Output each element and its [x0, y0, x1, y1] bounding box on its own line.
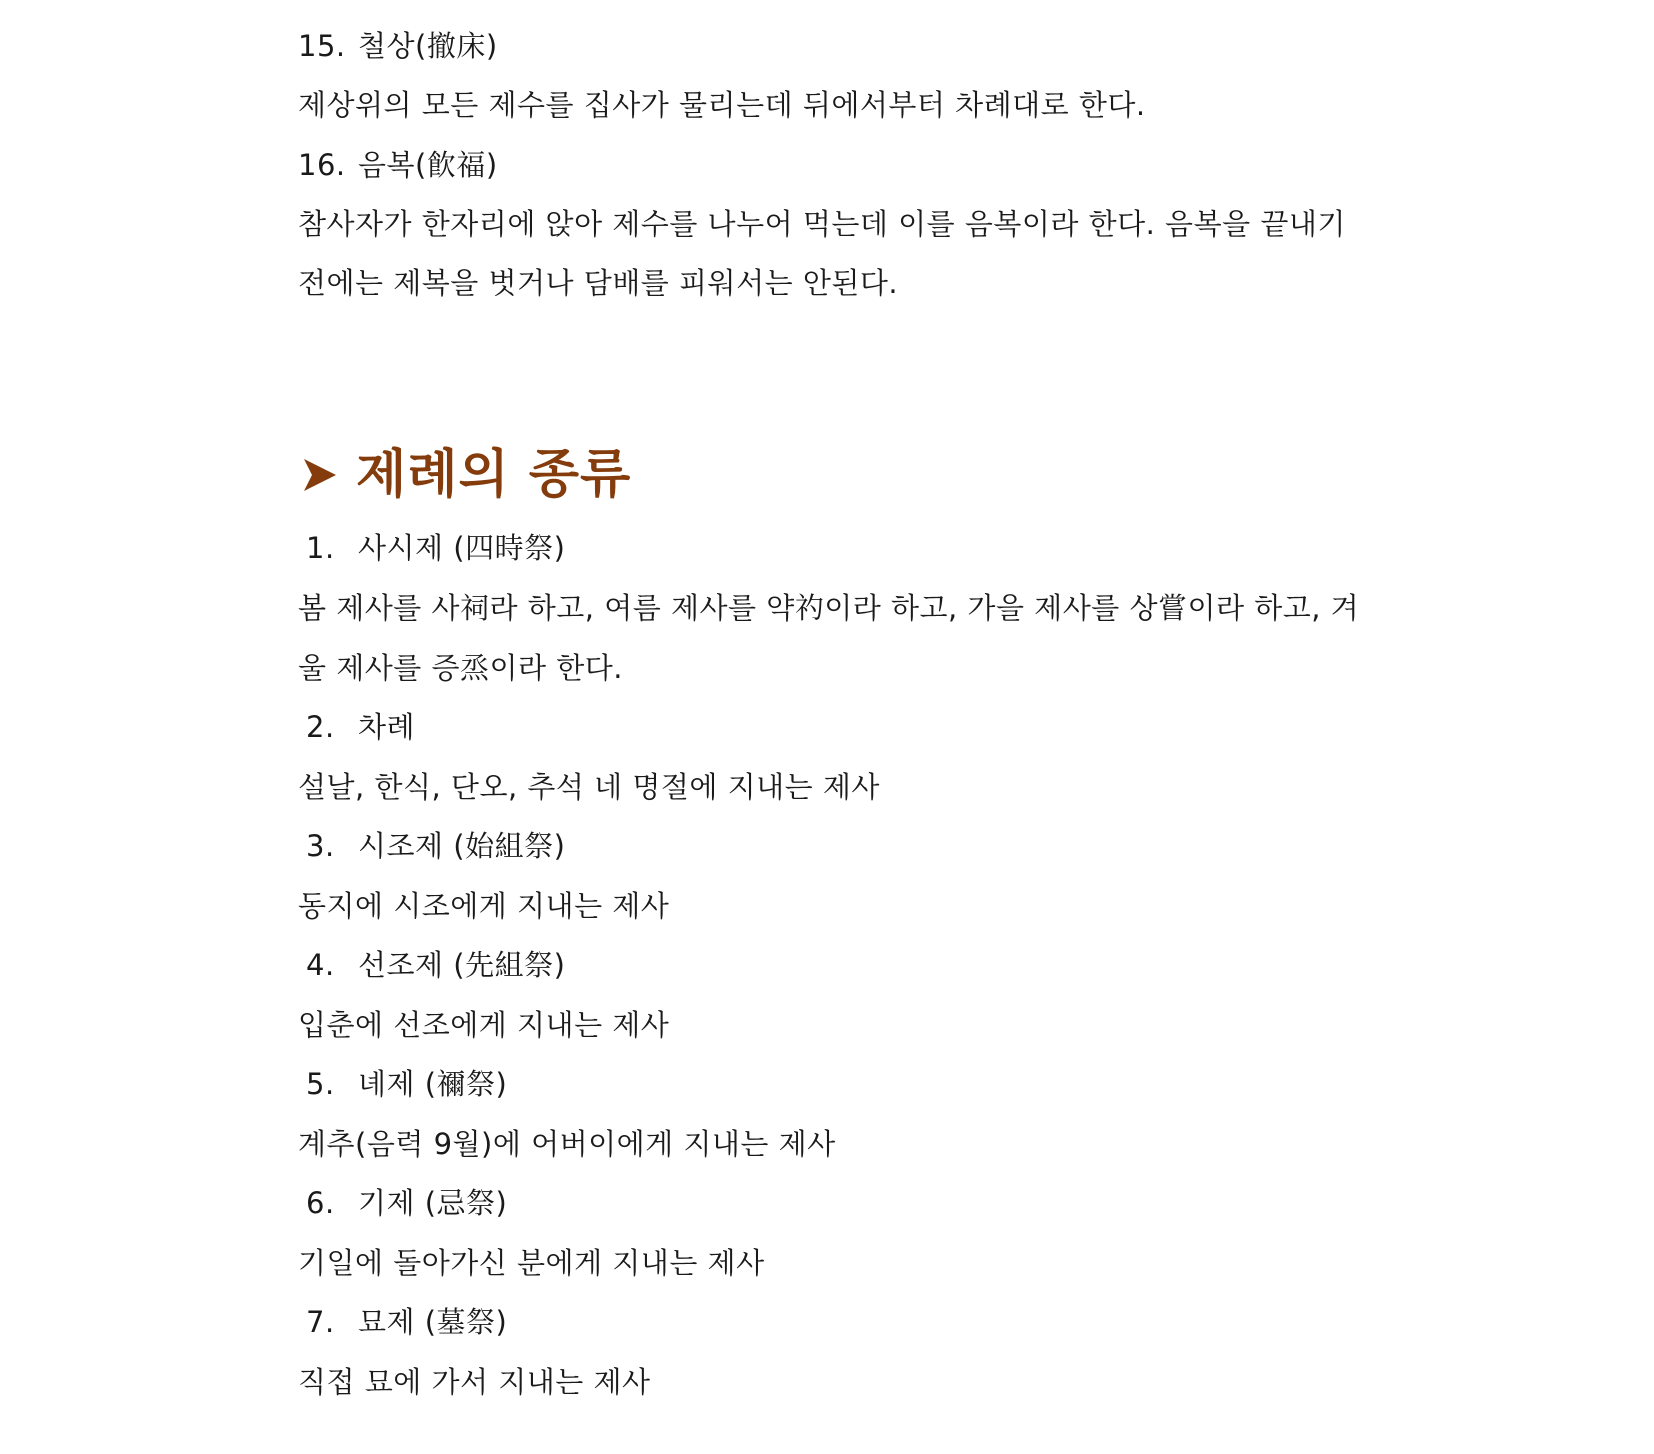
list-item-body-line: 입춘에 선조에게 지내는 제사	[298, 1008, 670, 1042]
list-item-title: 선조제 (先組祭)	[358, 948, 566, 982]
list-item-heading	[298, 945, 565, 985]
list-item-number: 1.	[306, 531, 335, 565]
list-item-body-line: 동지에 시조에게 지내는 제사	[298, 889, 670, 923]
step-body-line: 전에는 제복을 벗거나 담배를 피워서는 안된다.	[298, 266, 899, 300]
list-item-body-line: 봄 제사를 사祠라 하고, 여름 제사를 약礿이라 하고, 가을 제사를 상嘗이라 하고, 겨	[298, 591, 1360, 625]
list-item-title: 기제 (忌祭)	[358, 1186, 508, 1220]
step-title: 철상(撤床)	[358, 29, 498, 63]
step-body-line: 제상위의 모든 제수를 집사가 물리는데 뒤에서부터 차례대로 한다.	[298, 88, 1146, 122]
list-item-number: 3.	[306, 829, 335, 863]
section-title: 제례의 종류	[356, 445, 632, 505]
list-item-body-line: 직접 묘에 가서 지내는 제사	[298, 1365, 651, 1399]
list-item-number: 6.	[306, 1186, 335, 1220]
arrowhead-bullet-icon	[302, 455, 338, 495]
list-item-body-line: 설날, 한식, 단오, 추석 네 명절에 지내는 제사	[298, 770, 880, 804]
list-item-title: 녜제 (禰祭)	[358, 1067, 508, 1101]
list-item-number: 4.	[306, 948, 335, 982]
list-item-title: 묘제 (墓祭)	[358, 1305, 508, 1339]
step-number: 16.	[298, 148, 346, 182]
list-item-heading	[298, 528, 565, 568]
list-item-body-line: 울 제사를 증烝이라 한다.	[298, 651, 623, 685]
list-item-heading	[298, 826, 565, 866]
step-body-line: 참사자가 한자리에 앉아 제수를 나누어 먹는데 이를 음복이라 한다. 음복을 끝내기	[298, 207, 1346, 241]
list-item-title: 사시제 (四時祭)	[358, 531, 566, 565]
list-item-heading	[298, 1302, 507, 1342]
step-heading	[298, 26, 498, 66]
list-item-body-line: 계추(음력 9월)에 어버이에게 지내는 제사	[298, 1127, 836, 1161]
list-item-heading	[298, 707, 415, 747]
step-title: 음복(飮福)	[358, 148, 498, 182]
list-item-heading	[298, 1064, 507, 1104]
list-item-number: 7.	[306, 1305, 335, 1339]
list-item-heading	[298, 1183, 507, 1223]
step-number: 15.	[298, 29, 346, 63]
list-item-number: 5.	[306, 1067, 335, 1101]
list-item-number: 2.	[306, 710, 335, 744]
list-item-body-line: 기일에 돌아가신 분에게 지내는 제사	[298, 1246, 765, 1280]
list-item-title: 시조제 (始組祭)	[358, 829, 566, 863]
step-heading	[298, 145, 498, 185]
list-item-title: 차례	[358, 710, 416, 744]
section-heading	[302, 445, 631, 505]
